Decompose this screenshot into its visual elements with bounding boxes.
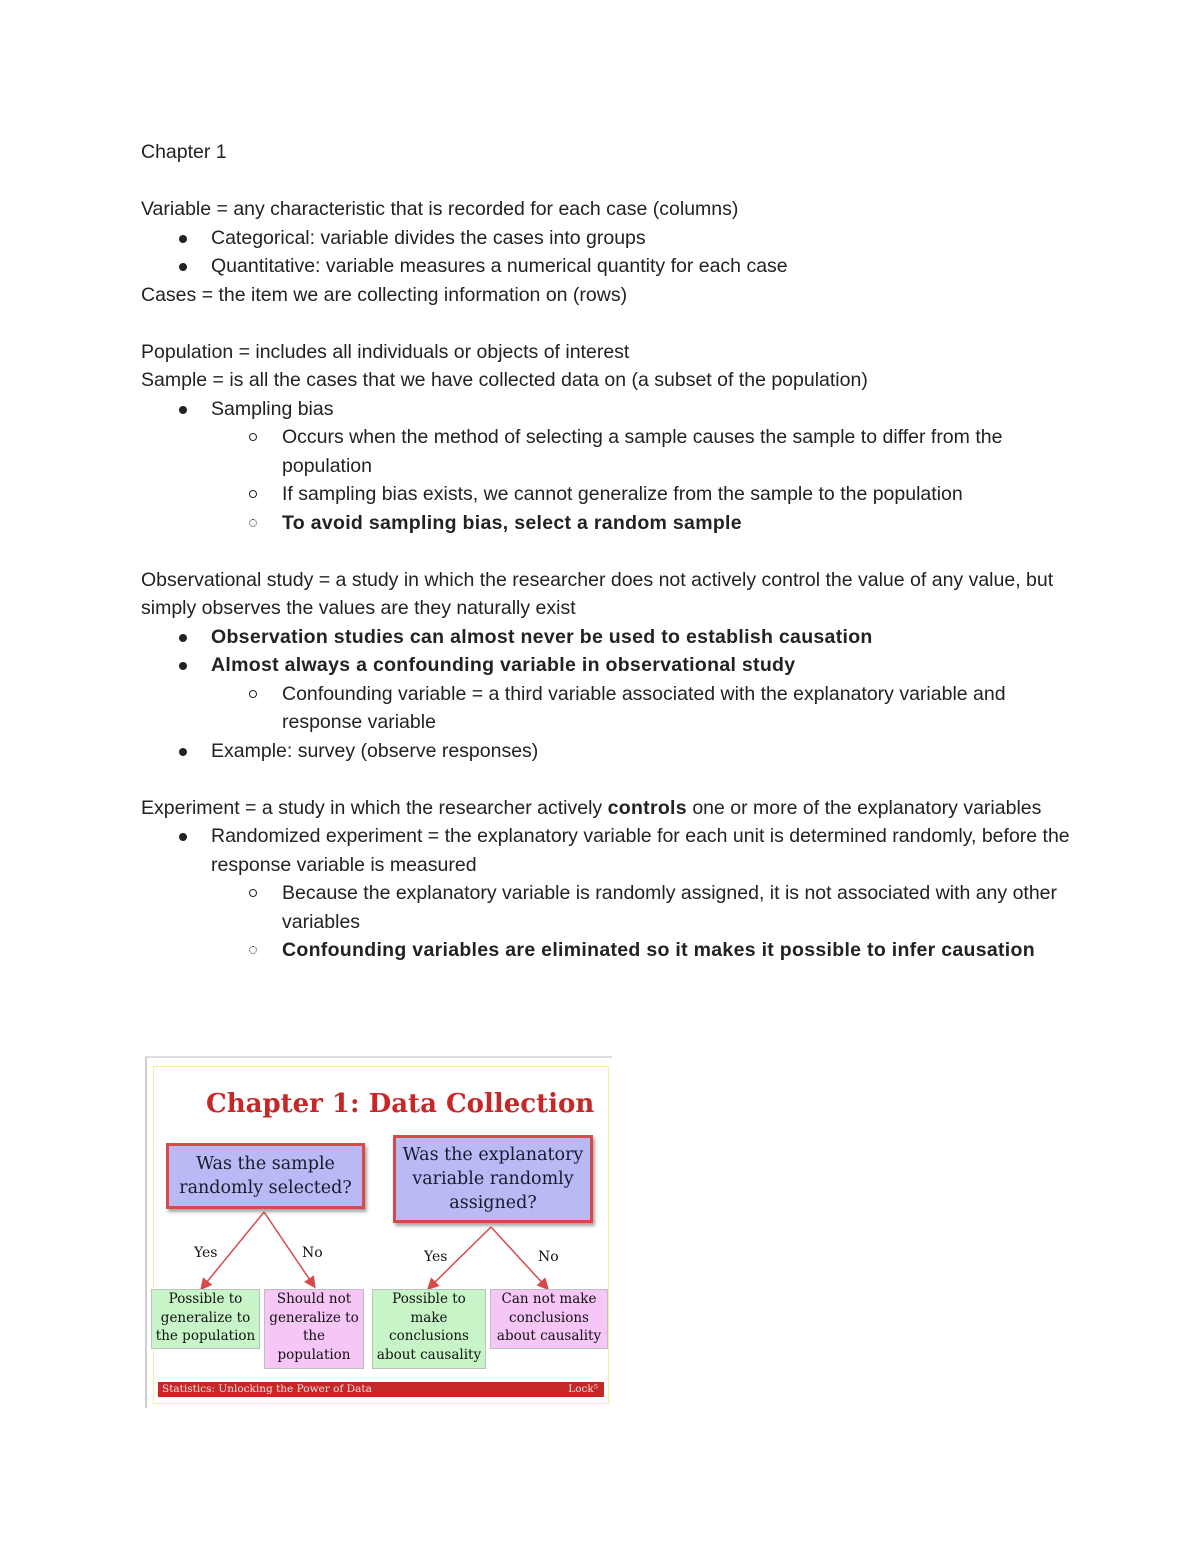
answer-generalize: Possible to generalize to the population <box>151 1289 260 1349</box>
subbullet-confounding-def: Confounding variable = a third variable associated with the explanatory variable and response variable <box>141 680 1071 737</box>
experiment-def-post: one or more of the explanatory variables <box>686 796 1042 819</box>
variable-definition: Variable = any characteristic that is recorded for each case (columns) <box>141 198 739 220</box>
bullet-categorical: Categorical: variable divides the cases into groups <box>141 224 1071 253</box>
bullet-observation-causation <box>141 623 1071 652</box>
subbullet-bias-occurs: Occurs when the method of selecting a sample causes the sample to differ from the population <box>141 423 1071 480</box>
confounding-text: Almost always a confounding variable in observational study <box>211 654 796 676</box>
experiment-def-pre: Experiment = a study in which the researcher actively <box>141 796 608 819</box>
label-no-2: No <box>538 1249 559 1265</box>
infer-causation-text: Confounding variables are eliminated so it makes it possible to infer causation <box>282 939 1035 961</box>
chapter-heading: Chapter 1 <box>141 141 227 163</box>
bullet-quantitative: Quantitative: variable measures a numerical quantity for each case <box>141 252 1071 281</box>
subbullet-bias-generalize: If sampling bias exists, we cannot generalize from the sample to the population <box>141 480 1071 509</box>
bullet-example-survey: Example: survey (observe responses) <box>141 737 1071 766</box>
avoid-bias-text: To avoid sampling bias, select a random sample <box>282 511 742 534</box>
answer-no-conclusions: Can not make conclusions about causality <box>490 1289 608 1349</box>
experiment-def-bold: controls <box>607 796 687 819</box>
label-yes-2: Yes <box>424 1249 448 1265</box>
observational-definition: Observational study = a study in which the researcher does not actively control the value of any value, but simply observes the values are they naturally exist <box>141 568 1054 619</box>
bullet-randomized-experiment: Randomized experiment = the explanatory variable for each unit is determined randomly, before the response variable is measured <box>141 822 1071 879</box>
question-sample-random-text: Was the sample randomly selected? <box>179 1154 352 1198</box>
question-explanatory-random-text: Was the explanatory variable randomly assigned? <box>402 1145 584 1213</box>
figure-panel <box>153 1066 609 1404</box>
subbullet-randomly-assigned: Because the explanatory variable is randomly assigned, it is not associated with any other variables <box>141 879 1071 936</box>
figure-title: Chapter 1: Data Collection <box>206 1089 595 1119</box>
sample-definition: Sample = is all the cases that we have collected data on (a subset of the population) <box>141 369 868 391</box>
population-definition: Population = includes all individuals or objects of interest <box>141 340 630 363</box>
observation-causation-text: Observation studies can almost never be used to establish causation <box>211 625 873 648</box>
label-no-1: No <box>302 1245 323 1261</box>
experiment-definition <box>141 794 1071 823</box>
subbullet-avoid-bias <box>141 509 1071 538</box>
cases-definition: Cases = the item we are collecting information on (rows) <box>141 283 628 306</box>
question-explanatory-random <box>393 1135 593 1223</box>
data-collection-figure <box>145 1056 612 1408</box>
footer-author: Lock⁵ <box>568 1383 598 1395</box>
bullet-confounding <box>141 651 1071 680</box>
bullet-sampling-bias: Sampling bias <box>141 395 1071 424</box>
figure-footer <box>158 1382 604 1397</box>
footer-book-title: Statistics: Unlocking the Power of Data <box>162 1383 372 1395</box>
label-yes-1: Yes <box>194 1245 218 1261</box>
answer-conclusions-causality: Possible to make conclusions about causality <box>372 1289 486 1369</box>
answer-not-generalize: Should not generalize to the population <box>264 1289 364 1369</box>
subbullet-infer-causation <box>141 936 1071 965</box>
question-sample-random <box>166 1143 365 1209</box>
document-body <box>141 138 1071 965</box>
